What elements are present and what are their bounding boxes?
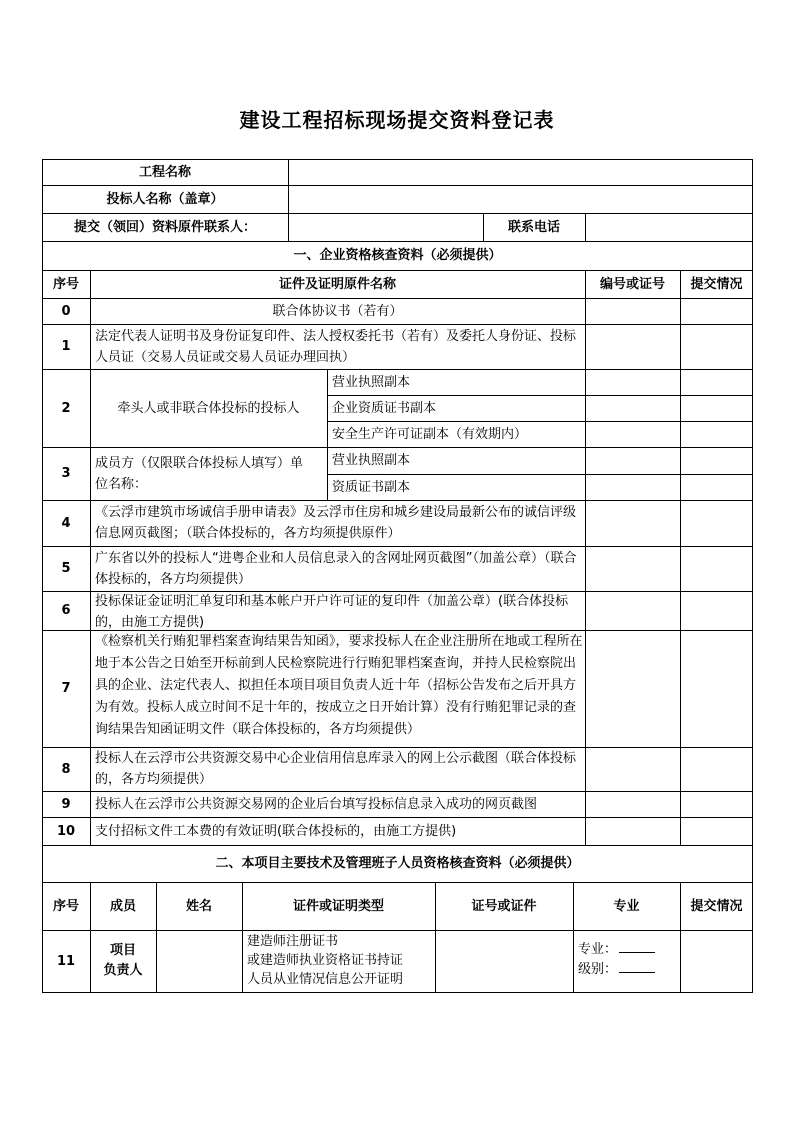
sub-document-name: 资质证书副本 — [332, 479, 411, 495]
contact-label: 提交（领回）资料原件联系人： — [73, 219, 256, 235]
phone-label: 联系电话 — [507, 219, 560, 235]
row-number: 7 — [61, 681, 71, 696]
col-status-header: 提交情况 — [690, 276, 743, 292]
sub-document-name: 企业资质证书副本 — [332, 400, 437, 416]
row-number: 1 — [61, 339, 71, 354]
document-name: 法定代表人证明书及身份证复印件、法人授权委托书（若有）及委托人身份证、投标人员证（交易人员证或交易人员证办理回执） — [95, 328, 577, 365]
contact-field[interactable] — [289, 214, 483, 241]
col-no-header: 序号 — [52, 276, 79, 292]
row-number: 4 — [61, 515, 71, 531]
cert-type-list — [242, 930, 435, 992]
document-name: 成员方（仅限联合体投标人填写）单位名称： — [95, 455, 304, 492]
major-level-cell — [573, 930, 680, 992]
document-name: 《检察机关行贿犯罪档案查询结果告知函》，要求投标人在企业注册所在地或工程所在地于本公告之日始至开标前到人民检察院进行行贿犯罪档案查询，并持人民检察院出具的企业、法定代表人、拟担任本项目项目负责人近十年（招标公告发布之后开具方为有效。投标人成立时间不足十年的，按成立之日开始计算）没有行贿犯罪记录的查询结果告知函证明文件（联合体投标的，各方均须提供） — [95, 634, 583, 737]
major-blank[interactable] — [619, 940, 655, 953]
col-name-header: 姓名 — [185, 898, 212, 914]
row-number: 10 — [56, 823, 76, 839]
project-name-label: 工程名称 — [138, 164, 191, 180]
col-status-header: 提交情况 — [690, 898, 743, 914]
col-cert-type-header: 证件或证明类型 — [292, 898, 384, 914]
col-name-header: 证件及证明原件名称 — [278, 276, 396, 292]
document-name: 《云浮市建筑市场诚信手册申请表》及云浮市住房和城乡建设局最新公布的诚信评级信息网页截图；（联合体投标的，各方均须提供原件） — [95, 505, 577, 541]
col-no-header: 序号 — [52, 898, 79, 914]
project-name-field[interactable] — [289, 160, 752, 185]
level-blank[interactable] — [619, 960, 655, 973]
section2-title: 二、本项目主要技术及管理班子人员资格核查资料（必须提供） — [215, 856, 580, 871]
col-member-header: 成员 — [109, 898, 136, 914]
document-name: 联合体协议书（若有） — [272, 303, 403, 319]
cert-no-field[interactable] — [436, 931, 573, 992]
col-cert-no-header: 证号或证件 — [471, 898, 537, 914]
row-number: 9 — [61, 796, 71, 812]
status-field[interactable] — [681, 931, 752, 992]
document-name: 广东省以外的投标人“进粤企业和人员信息录入的含网址网页截图”（加盖公章）（联合体投标的，各方均须提供） — [95, 550, 577, 587]
sub-document-name: 营业执照副本 — [332, 374, 411, 390]
row-number: 2 — [61, 400, 71, 416]
bidder-name-label: 投标人名称（盖章） — [106, 191, 224, 207]
section1-title: 一、企业资格核查资料（必须提供） — [293, 248, 502, 263]
col-major-header: 专业 — [613, 898, 640, 914]
row-number: 0 — [61, 303, 71, 319]
phone-field[interactable] — [586, 214, 752, 241]
document-title: 建设工程招标现场提交资料登记表 — [239, 108, 555, 132]
cert-type-line: 人员从业情况信息公开证明 — [247, 972, 404, 987]
row-number: 6 — [61, 603, 71, 618]
sub-document-name: 安全生产许可证副本（有效期内） — [332, 426, 528, 442]
row-number: 5 — [61, 561, 71, 576]
col-code-header: 编号或证号 — [599, 276, 665, 292]
person-name-field[interactable] — [157, 931, 242, 992]
document-name: 投标人在云浮市公共资源交易中心企业信用信息库录入的网上公示截图（联合体投标的，各方均须提供） — [95, 751, 577, 787]
row-number: 11 — [56, 953, 76, 969]
row-number: 3 — [61, 466, 71, 481]
bidder-name-field[interactable] — [289, 186, 752, 213]
member-role: 项目 负责人 — [103, 943, 143, 978]
document-name: 投标人在云浮市公共资源交易网的企业后台填写投标信息录入成功的网页截图 — [95, 796, 538, 812]
document-name: 支付招标文件工本费的有效证明(联合体投标的，由施工方提供) — [95, 823, 457, 839]
cert-type-line: 建造师注册证书 — [247, 934, 339, 949]
document-name: 牵头人或非联合体投标的投标人 — [117, 400, 300, 416]
level-label: 级别： — [578, 962, 618, 977]
major-label: 专业： — [578, 942, 618, 957]
cert-type-line: 或建造师执业资格证书持证 — [247, 953, 404, 968]
row-number: 8 — [61, 761, 71, 777]
document-name: 投标保证金证明汇单复印和基本帐户开户许可证的复印件（加盖公章）(联合体投标的，由施工方提供) — [95, 594, 569, 630]
sub-document-name: 营业执照副本 — [332, 453, 411, 468]
